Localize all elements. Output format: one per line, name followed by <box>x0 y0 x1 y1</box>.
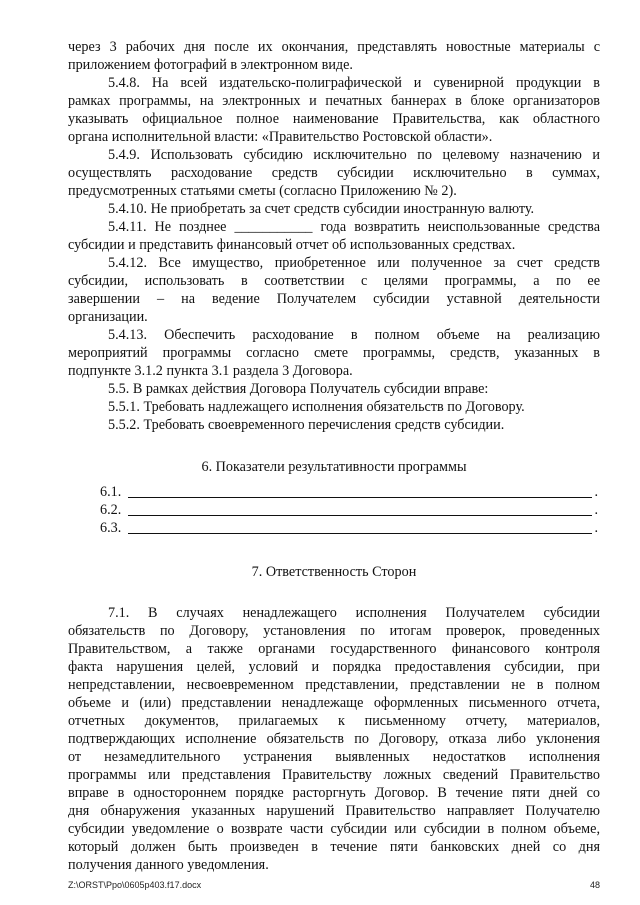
paragraph-5-4-12: 5.4.12. Все имущество, приобретенное или полученное за счет средств <box>108 255 600 271</box>
text-line: указывать официальное полное наименование Правительства, как областного <box>68 111 600 127</box>
text-line: подтверждающих исполнение обязательств по Договору, отказа либо уклонения <box>68 731 600 747</box>
blank-line <box>128 533 592 534</box>
paragraph-5-5-1: 5.5.1. Требовать надлежащего исполнения обязательств по Договору. <box>108 399 525 415</box>
text-line: отчетных документов, прилагаемых к письменному отчету, материалов, <box>68 713 600 729</box>
text-line: организации. <box>68 309 148 325</box>
section-6-title: 6. Показатели результативности программы <box>201 459 467 475</box>
blank-line <box>128 515 592 516</box>
end-mark: . <box>594 502 598 518</box>
text-line: от незамедлительного устранения выявленных недостатков исполнения <box>68 749 600 765</box>
text-line: приложением фотографий в электронном виде. <box>68 57 353 73</box>
text-line: предусмотренных статьями сметы (согласно Приложению № 2). <box>68 183 457 199</box>
paragraph-5-4-13: 5.4.13. Обеспечить расходование в полном объеме на реализацию <box>108 327 600 343</box>
text-line: дня обнаружения указанных нарушений Правительство направляет Получателю <box>68 803 600 819</box>
text-line: Правительством, а также органами государственного финансового контроля <box>68 641 600 657</box>
blank-line <box>128 497 592 498</box>
paragraph-5-4-11: 5.4.11. Не позднее ___________ года возвратить неиспользованные средства <box>108 219 600 235</box>
text-line: непредставлении, несвоевременном представлении, представлении не в полном <box>68 677 600 693</box>
text-line: органа исполнительной власти: «Правительство Ростовской области». <box>68 129 493 145</box>
text-line: вправе в одностороннем порядке расторгнуть Договор. В течение пяти дней со <box>68 785 600 801</box>
text-line: который должен быть произведен в течение пяти банковских дней со дня <box>68 839 600 855</box>
end-mark: . <box>594 520 598 536</box>
text-line: через 3 рабочих дня после их окончания, представлять новостные материалы с <box>68 39 600 55</box>
footer-file-path: Z:\ORST\Ppo\0605p403.f17.docx <box>68 880 202 890</box>
text-line: факта нарушения целей, условий и порядка предоставления субсидии, при <box>68 659 600 675</box>
text-line: осуществлять расходование средств субсидии исключительно в суммах, <box>68 165 600 181</box>
text-line: мероприятий программы согласно смете программы, средств, указанных в <box>68 345 600 361</box>
paragraph-5-4-10: 5.4.10. Не приобретать за счет средств субсидии иностранную валюту. <box>108 201 535 217</box>
paragraph-7-1: 7.1. В случаях ненадлежащего исполнения Получателем субсидии <box>108 605 600 621</box>
text-line: субсидии и представить финансовый отчет об использованных средствах. <box>68 237 516 253</box>
text-line: субсидии, использовать в соответствии с целями программы, а по ее <box>68 273 600 289</box>
text-line: получения данного уведомления. <box>68 857 269 873</box>
text-line: обязательств по Договору, установления по итогам проверок, проведенных <box>68 623 600 639</box>
text-line: подпункте 3.1.2 пункта 3.1 раздела 3 Договора. <box>68 363 353 379</box>
indicator-number: 6.1. <box>100 484 122 500</box>
page-number: 48 <box>589 880 600 890</box>
paragraph-5-4-8: 5.4.8. На всей издательско-полиграфической и сувенирной продукции в <box>108 75 600 91</box>
paragraph-5-5-2: 5.5.2. Требовать своевременного перечисления средств субсидии. <box>108 417 505 433</box>
end-mark: . <box>594 484 598 500</box>
text-line: рамках программы, на электронных и печатных баннерах в блоке организаторов <box>68 93 600 109</box>
indicator-number: 6.3. <box>100 520 122 536</box>
text-line: объеме и (или) представлении ненадлежаще оформленных письменного отчета, <box>68 695 600 711</box>
text-line: программы или представления Правительству ложных сведений Правительство <box>68 767 600 783</box>
section-7-title: 7. Ответственность Сторон <box>251 564 417 580</box>
text-line: завершении – на ведение Получателем субсидии уставной деятельности <box>68 291 600 307</box>
paragraph-5-5: 5.5. В рамках действия Договора Получатель субсидии вправе: <box>108 381 489 397</box>
paragraph-5-4-9: 5.4.9. Использовать субсидию исключительно по целевому назначению и <box>108 147 600 163</box>
indicator-number: 6.2. <box>100 502 122 518</box>
text-line: субсидии уведомление о возврате части субсидии или субсидии в полном объеме, <box>68 821 600 837</box>
